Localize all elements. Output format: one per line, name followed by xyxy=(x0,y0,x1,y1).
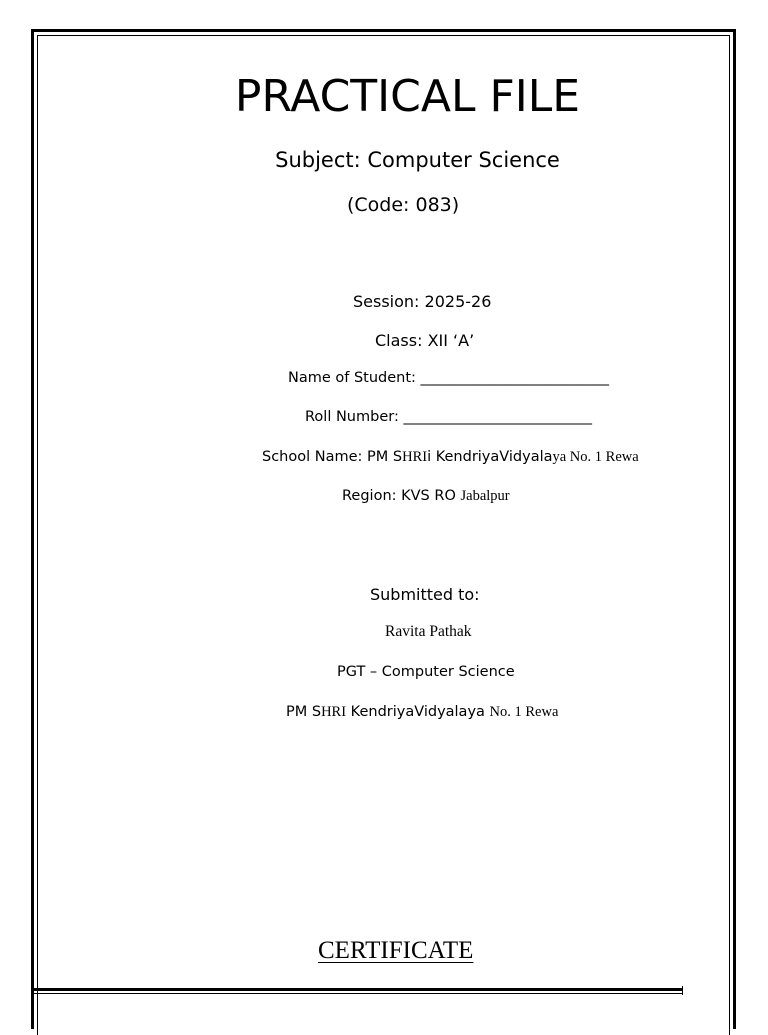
student-name-blank: __________________________ xyxy=(420,370,610,386)
region-city: Jabalpur xyxy=(460,488,510,504)
school-name-hri: HRI xyxy=(402,449,428,465)
teacher-school-hri: HRI xyxy=(321,704,347,720)
subject-code: (Code: 083) xyxy=(347,194,460,216)
student-name-line xyxy=(288,368,609,388)
class-line: Class: XII ‘A’ xyxy=(375,331,475,350)
school-name-line xyxy=(262,447,639,467)
roll-number-label: Roll Number: xyxy=(305,409,404,425)
school-name-prefix: School Name: PM S xyxy=(262,449,403,465)
subject-line: Subject: Computer Science xyxy=(275,148,560,172)
page-border-inner xyxy=(37,35,730,1035)
school-name-mid: i KendriyaVidyala xyxy=(427,449,553,465)
region-line xyxy=(342,486,510,506)
region-prefix: Region: KVS RO xyxy=(342,488,461,504)
bottom-border-thick xyxy=(31,988,683,991)
school-name-suffix: ya No. 1 Rewa xyxy=(552,449,639,465)
certificate-heading: CERTIFICATE xyxy=(318,937,474,964)
teacher-school-suffix: No. 1 Rewa xyxy=(489,704,559,720)
bottom-border-corner xyxy=(679,986,683,995)
teacher-name: Ravita Pathak xyxy=(385,623,472,640)
bottom-border-thin xyxy=(31,993,683,994)
teacher-school-mid: KendriyaVidyalaya xyxy=(346,704,490,720)
cover-title: PRACTICAL FILE xyxy=(234,71,581,122)
student-name-label: Name of Student: xyxy=(288,370,421,386)
session-line: Session: 2025-26 xyxy=(353,292,492,311)
roll-number-blank: __________________________ xyxy=(403,409,592,425)
teacher-school-line xyxy=(286,702,558,722)
teacher-designation: PGT – Computer Science xyxy=(337,664,515,680)
submitted-to-heading: Submitted to: xyxy=(370,585,480,604)
teacher-school-prefix: PM S xyxy=(286,704,322,720)
roll-number-line xyxy=(305,407,592,427)
